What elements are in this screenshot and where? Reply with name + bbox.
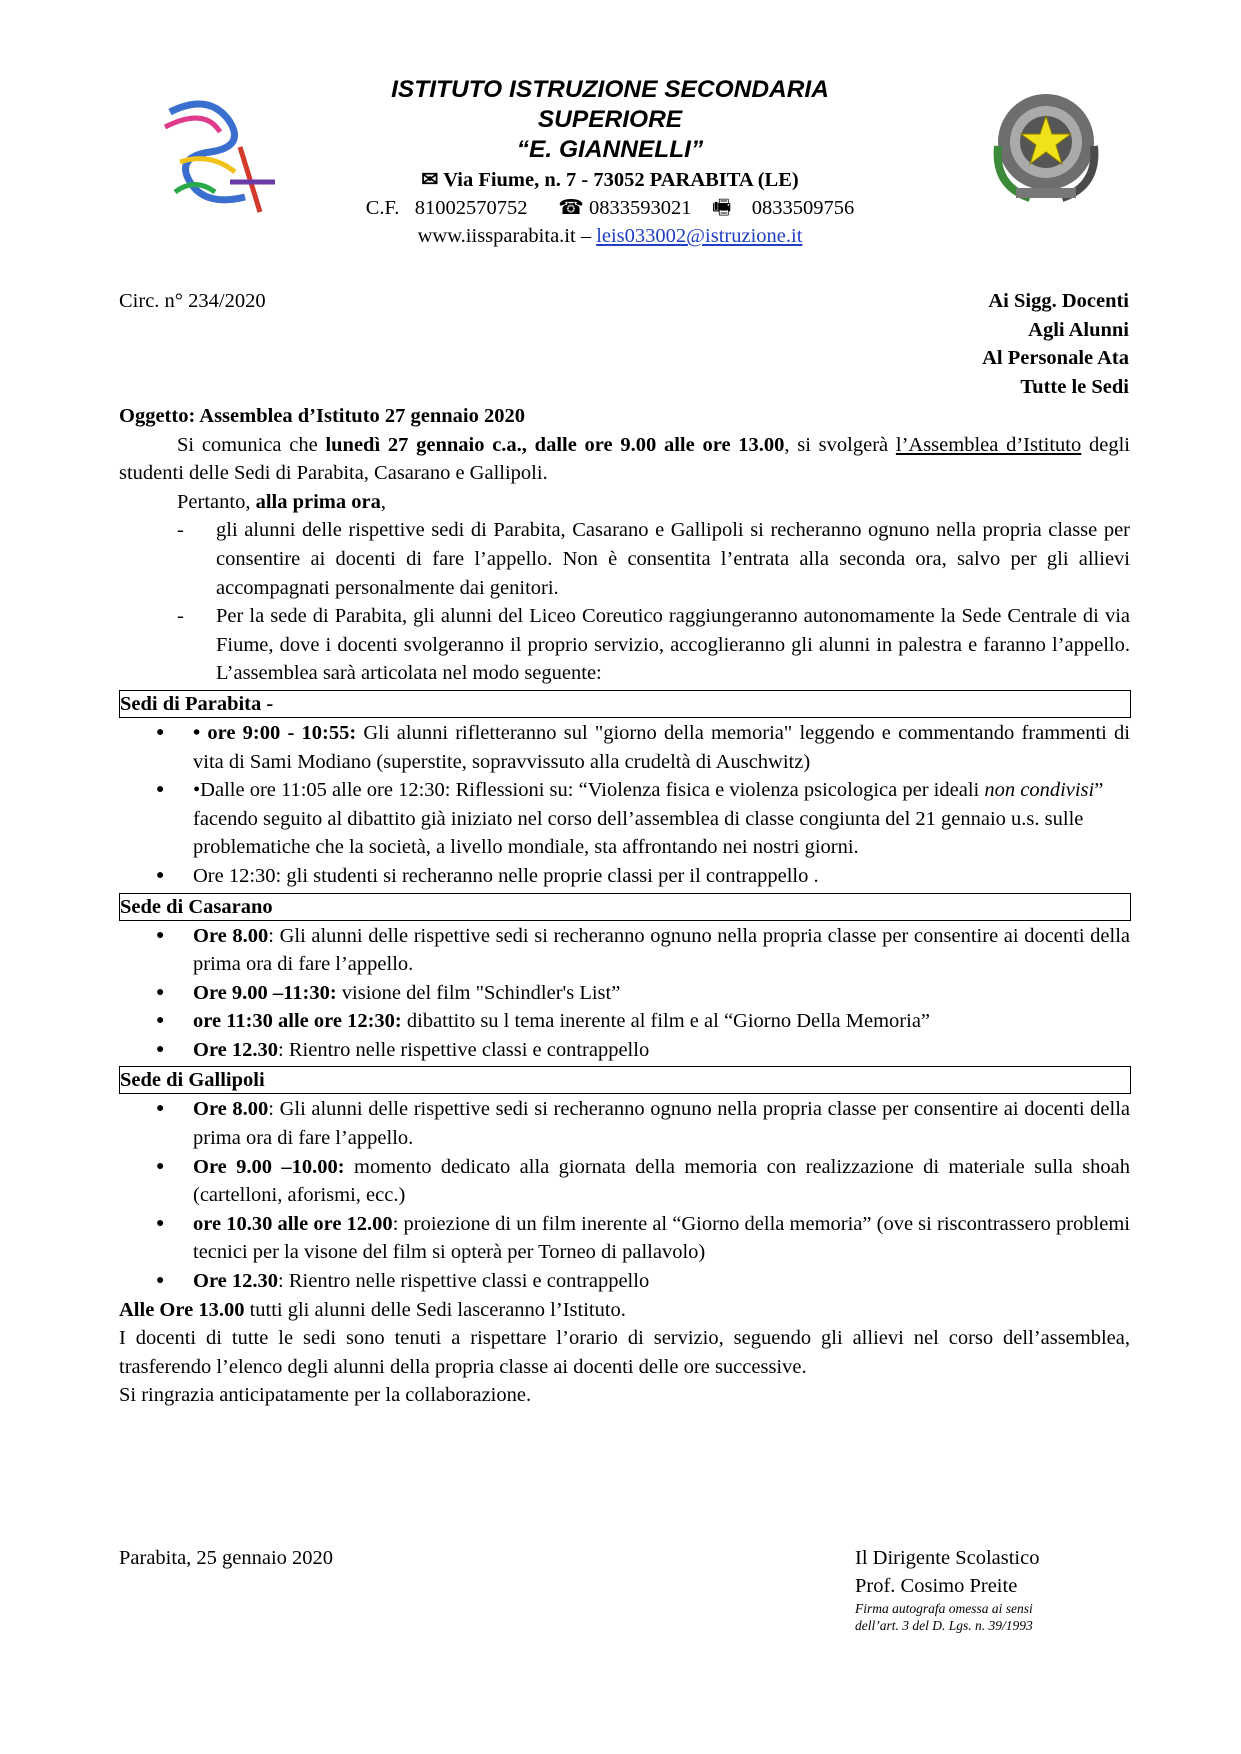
list-item <box>119 1095 1130 1152</box>
bullet-icon: ● <box>156 1013 165 1029</box>
fax-number: 0833509756 <box>751 197 855 219</box>
bullet-icon: ● <box>156 1273 165 1289</box>
list-item <box>119 1153 1130 1210</box>
cf-label: C.F. <box>365 197 400 219</box>
signature-note: Firma autografa omessa ai sensi <box>855 1601 1033 1616</box>
dash-item <box>119 602 1130 688</box>
dash-text: Per la sede di Parabita, gli alunni del Liceo Coreutico raggiungeranno autonomamente la Sede Centrale di via Fiume, dove i docenti svolgeranno il proprio servizio, accoglieranno gli alunni in palestra e faranno l’appello. L’assemblea sarà articolata nel modo seguente: <box>216 605 1130 685</box>
item-time: ore 11:30 alle ore 12:30: <box>193 1010 402 1033</box>
list-item <box>119 776 1130 862</box>
pertanto-paragraph <box>119 488 1130 517</box>
item-text: : proiezione di un film inerente al “Giorno della memoria” (ove si riscontrassero problemi tecnici per la visone del film si opterà per Torneo di pallavolo) <box>193 1212 1130 1264</box>
item-text: •Dalle ore 11:05 alle ore 12:30: Riflessioni su: “Violenza fisica e violenza psicologica per ideali <box>193 779 985 802</box>
bullet-icon: ● <box>156 1101 165 1117</box>
item-text: : Rientro nelle rispettive classi e contrappello <box>278 1038 650 1061</box>
bullet-icon: ● <box>156 984 165 1000</box>
bullet-icon: ● <box>156 867 165 883</box>
item-italic: non condivisi <box>984 779 1095 802</box>
cf-number: 81002570752 <box>414 197 528 219</box>
item-text: : Gli alunni delle rispettive sedi si recheranno ognuno nella propria classe per consentire ai docenti della prima ora di fare l’appello. <box>193 924 1130 976</box>
address <box>280 166 940 194</box>
section-title: Sede di Casarano <box>120 895 273 918</box>
item-text: Gli alunni rifletteranno sul "giorno della memoria" leggendo e commentando frammenti di vita di Sami Modiano (superstite, sopravvissuto alla crudeltà di Auschwitz) <box>193 721 1130 773</box>
section-title: Sede di Gallipoli <box>120 1069 265 1092</box>
item-time: Ore 9.00 –11:30: <box>193 981 337 1004</box>
web-contacts <box>280 222 940 250</box>
gallipoli-list <box>119 1095 1130 1295</box>
recipient-ata: Al Personale Ata <box>982 347 1129 369</box>
fax-icon: 🖷 <box>711 197 732 219</box>
school-logo <box>150 92 282 222</box>
item-text: momento dedicato alla giornata della memoria con realizzazione di materiale sulla shoah (cartelloni, aforismi, ecc.) <box>193 1155 1130 1207</box>
list-item <box>119 1267 1130 1296</box>
subject: Oggetto: Assemblea d’Istituto 27 gennaio 2020 <box>119 405 526 427</box>
bullet-icon: ● <box>156 724 165 740</box>
bullet-icon: ● <box>156 1041 165 1057</box>
closing-text: tutti gli alunni delle Sedi lasceranno l’Istituto. <box>244 1298 626 1321</box>
phone-number: 0833593021 <box>588 197 692 219</box>
item-time: Ore 12.30 <box>193 1270 279 1293</box>
institute-name-line1: ISTITUTO ISTRUZIONE SECONDARIA <box>391 76 829 103</box>
list-item <box>119 862 1130 891</box>
list-item <box>119 1036 1130 1065</box>
parabita-list <box>119 719 1130 891</box>
dash-item <box>119 516 1130 602</box>
list-item <box>119 1007 1130 1036</box>
pertanto-bold: alla prima ora <box>255 490 381 513</box>
item-time: Ore 12.30 <box>193 1038 279 1061</box>
closing-line2: I docenti di tutte le sedi sono tenuti a rispettare l’orario di servizio, seguendo gli allievi nel corso dell’assemblea, trasferendo l’elenco degli alunni della propria classe ai docenti delle ore successive. <box>119 1327 1130 1378</box>
institute-name <box>280 75 940 165</box>
section-title: Sedi di Parabita - <box>120 692 274 715</box>
dash-marker: - <box>177 519 184 542</box>
item-text: ” facendo seguito al dibattito già iniziato nel corso dell’assemblea di classe congiunta del 21 gennaio u.s. sulle problematiche che la società, a livello mondiale, sta affrontando nei nostri giorni. <box>193 779 1104 859</box>
intro-date: lunedì 27 gennaio c.a., dalle ore 9.00 alle ore 13.00 <box>325 433 785 456</box>
list-item <box>119 1210 1130 1267</box>
document-body <box>119 402 1130 1410</box>
section-header-casarano <box>119 893 1131 921</box>
list-item <box>119 979 1130 1008</box>
casarano-list <box>119 922 1130 1065</box>
list-item <box>119 719 1130 776</box>
envelope-icon: ✉ <box>421 169 439 191</box>
recipient-alunni: Agli Alunni <box>1028 318 1129 341</box>
item-text: : Gli alunni delle rispettive sedi si recheranno ognuno nella propria classe per consentire ai docenti della prima ora di fare l’appello. <box>193 1098 1130 1150</box>
dash-marker: - <box>177 605 184 628</box>
closing-bold: Alle Ore 13.00 <box>119 1298 245 1321</box>
dash-text: gli alunni delle rispettive sedi di Parabita, Casarano e Gallipoli si recheranno ognuno nella propria classe per consentire ai docenti di fare l’appello. Non è consentita l’entrata alla seconda ora, salvo per gli allievi accompagnati personalmente dai genitori. <box>216 519 1130 599</box>
address-text: Via Fiume, n. 7 - 73052 PARABITA (LE) <box>443 169 799 191</box>
list-item <box>119 922 1130 979</box>
recipient-sedi: Tutte le Sedi <box>1020 375 1129 398</box>
institute-name-line3: “E. GIANNELLI” <box>516 136 704 163</box>
bullet-icon: ● <box>156 1215 165 1231</box>
place-date: Parabita, 25 gennaio 2020 <box>119 1547 334 1569</box>
recipients <box>982 287 1129 401</box>
phone-icon: ☎ <box>558 197 584 219</box>
bullet-icon: ● <box>156 927 165 943</box>
section-header-gallipoli <box>119 1066 1131 1094</box>
item-time: ore 10.30 alle ore 12.00 <box>193 1212 393 1235</box>
closing-line3: Si ringrazia anticipatamente per la collaborazione. <box>119 1384 532 1407</box>
signer-name: Prof. Cosimo Preite <box>855 1575 1018 1597</box>
pertanto-text: Pertanto, <box>177 490 256 513</box>
signature-note: dell’art. 3 del D. Lgs. n. 39/1993 <box>855 1618 1033 1633</box>
institute-name-line2: SUPERIORE <box>537 106 683 133</box>
bullet-icon: ● <box>156 782 165 798</box>
item-time: Ore 9.00 –10.00: <box>193 1155 345 1178</box>
contacts <box>280 194 940 222</box>
item-time: Ore 8.00 <box>193 1098 269 1121</box>
item-time: • ore 9:00 - 10:55: <box>193 721 357 744</box>
separator: – <box>575 225 597 247</box>
pertanto-text: , <box>380 490 386 513</box>
bullet-icon: ● <box>156 1158 165 1174</box>
closing-line1 <box>119 1296 1130 1325</box>
intro-assembly: l’Assemblea d’Istituto <box>895 433 1082 456</box>
email-link[interactable]: leis033002@istruzione.it <box>596 225 803 247</box>
intro-text: Si comunica che <box>177 433 326 456</box>
item-time: Ore 8.00 <box>193 924 269 947</box>
intro-text: degli studenti delle Sedi di Parabita, Casarano e Gallipoli. <box>119 433 1130 485</box>
item-text: Ore 12:30: gli studenti si recheranno nelle proprie classi per il contrappello . <box>193 864 819 887</box>
recipient-docenti: Ai Sigg. Docenti <box>988 290 1129 312</box>
circular-number: Circ. n° 234/2020 <box>119 290 266 312</box>
intro-text: , si svolgerà <box>784 433 896 456</box>
item-text: dibattito su l tema inerente al film e al “Giorno Della Memoria” <box>401 1010 931 1033</box>
signer-role: Il Dirigente Scolastico <box>855 1547 1040 1569</box>
intro-paragraph <box>119 431 1130 488</box>
item-text: visione del film "Schindler's List” <box>336 981 621 1004</box>
item-text: : Rientro nelle rispettive classi e contrappello <box>278 1270 650 1293</box>
website: www.iissparabita.it <box>417 225 576 247</box>
signature-block <box>855 1544 1039 1634</box>
republic-emblem <box>980 76 1112 214</box>
section-header-parabita <box>119 690 1131 718</box>
